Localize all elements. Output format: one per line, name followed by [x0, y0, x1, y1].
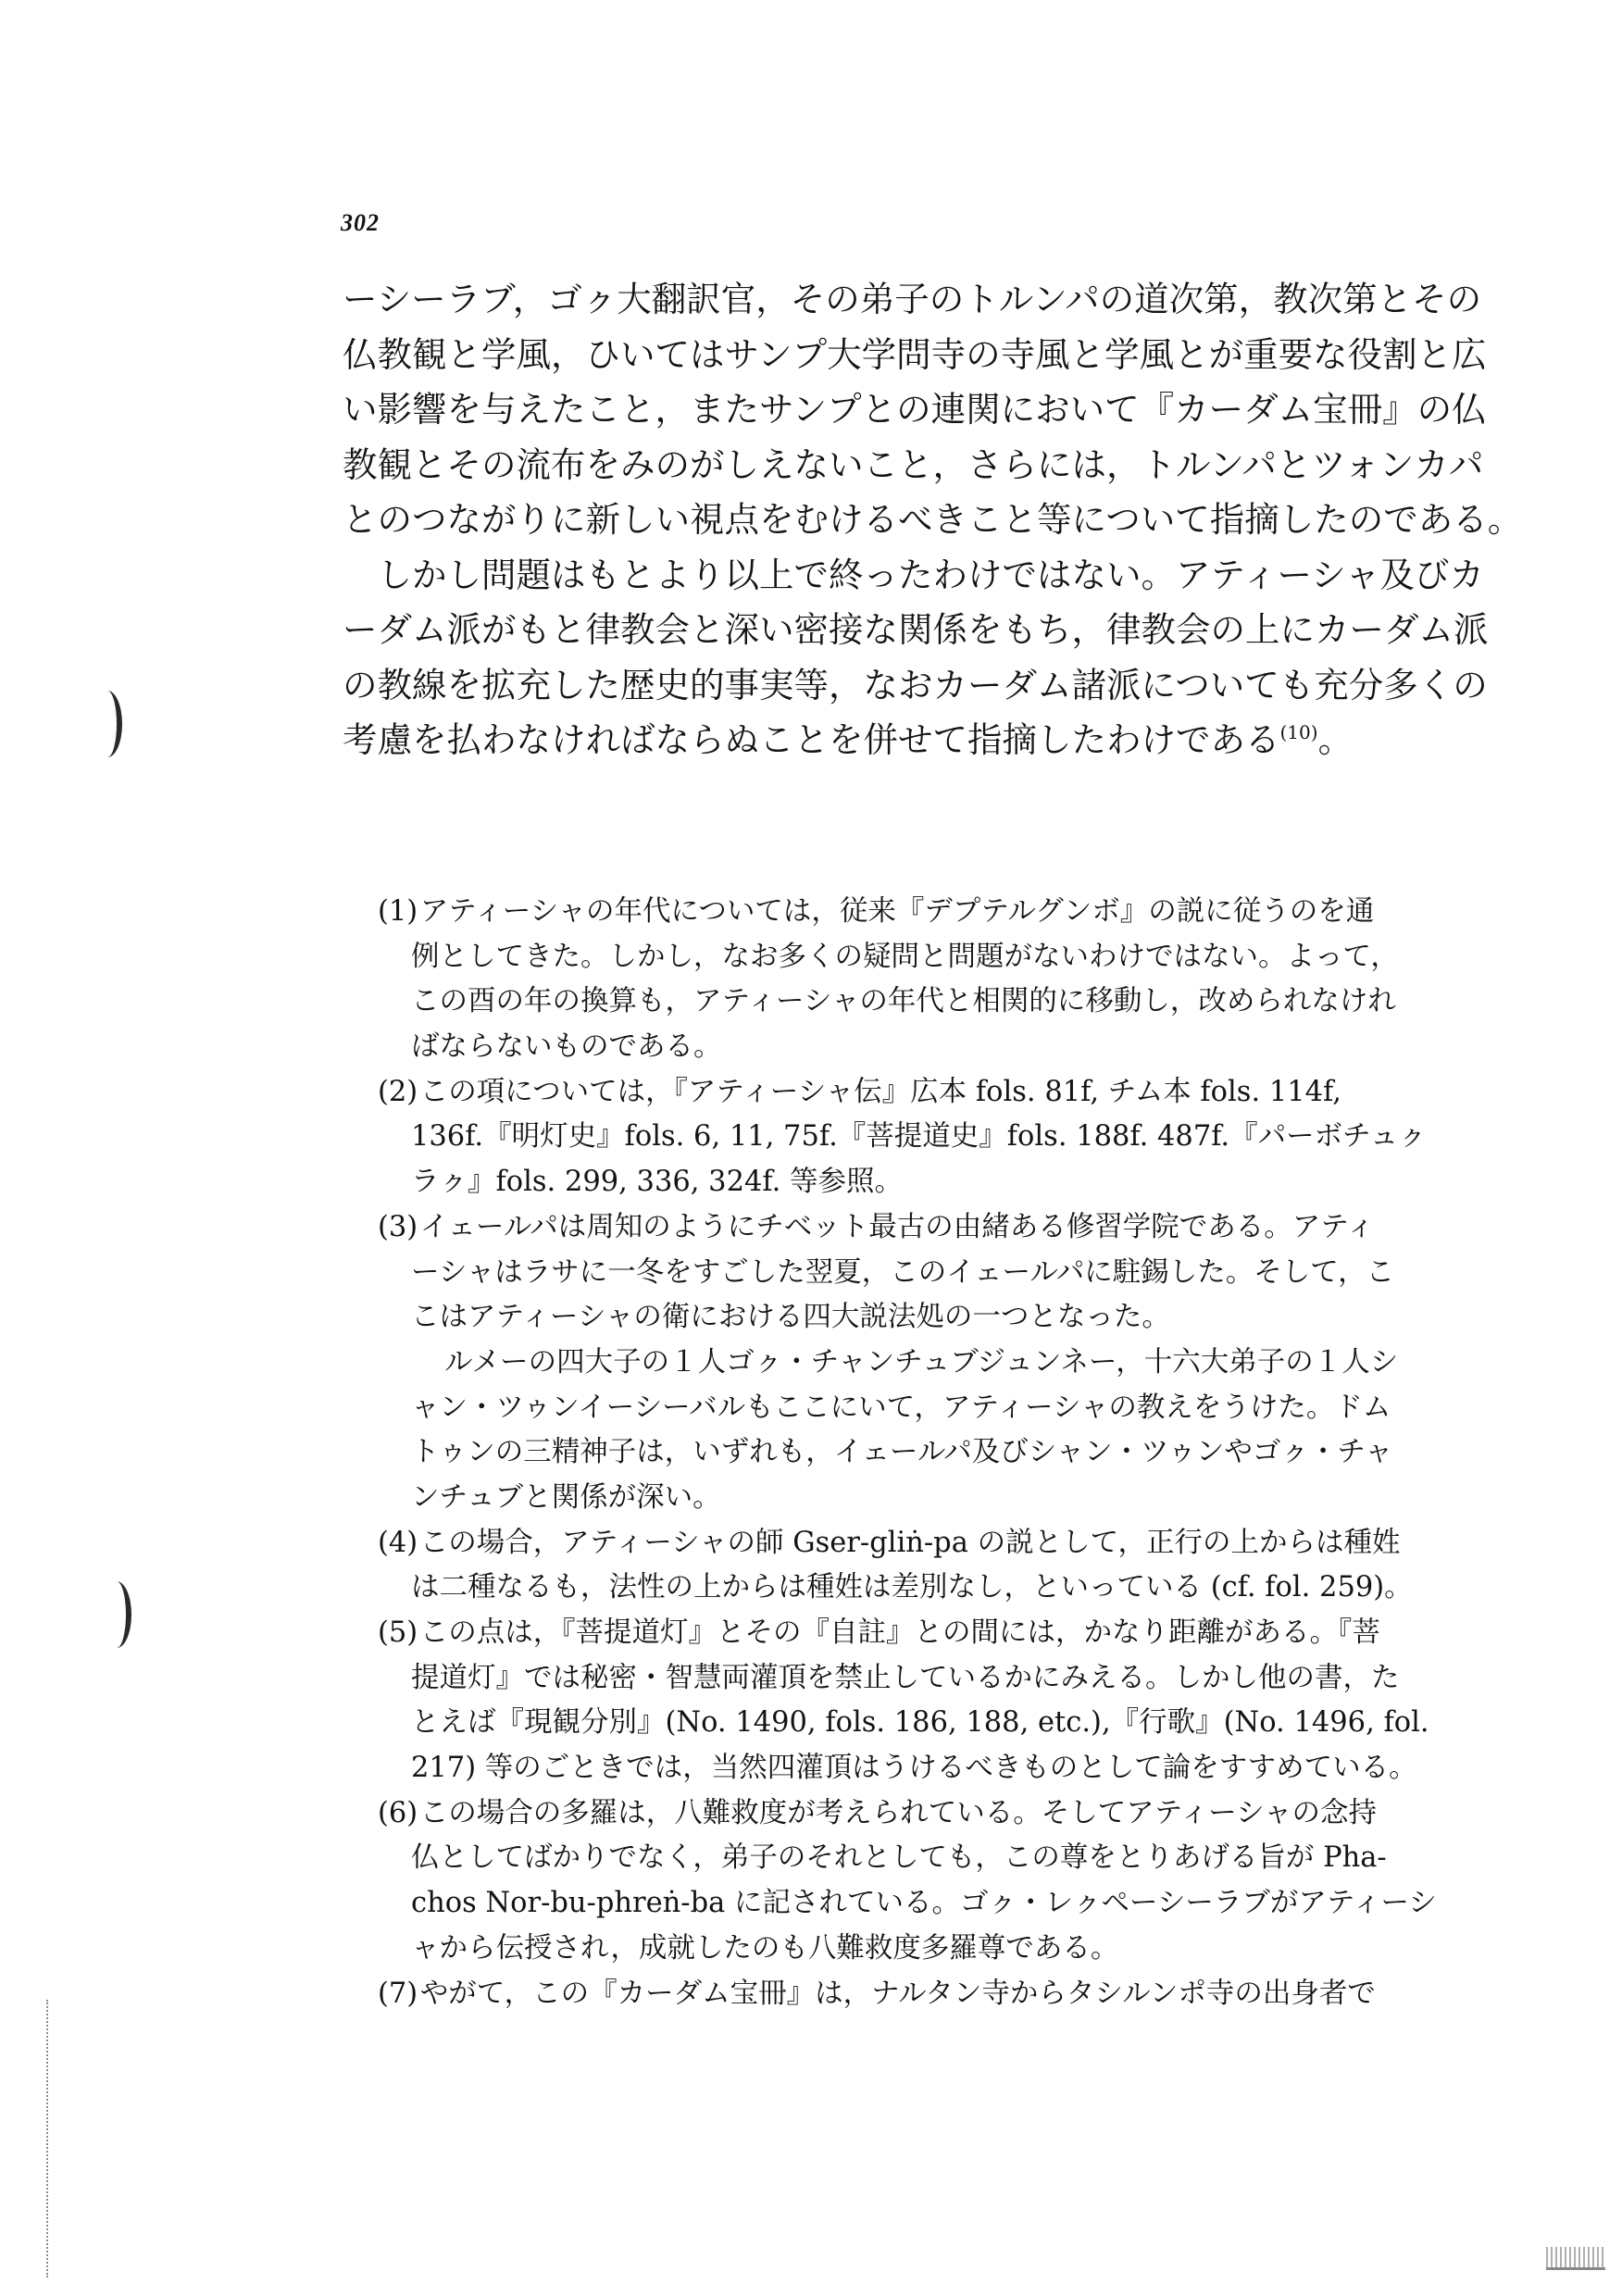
footnote-number: (3) [378, 1210, 418, 1243]
footnote-2-first-line [378, 1070, 1470, 1116]
footnote-line: ャから伝授され，成就したのも八難救度多羅尊である。 [411, 1931, 1119, 1965]
footnote-number: (2) [378, 1075, 418, 1108]
footnote-line: ーシャはラサに一冬をすごした翌夏，このイェールパに駐錫した。そして，こ [411, 1255, 1395, 1289]
main-body-text [343, 272, 1523, 768]
footnote-3-first-line [378, 1205, 1470, 1251]
footnote-6-first-line [378, 1791, 1470, 1837]
body-line: い影響を与えたこと，またサンプとの連関において『カーダム宝冊』の仏 [343, 389, 1487, 430]
footnote-text: イェールパは周知のようにチベット最古の由緒ある修習学院である。アティ [419, 1210, 1375, 1243]
body-line: の教線を拡充した歴史的事実等，なおカーダム諸派についても充分多くの [343, 664, 1488, 705]
body-line: ーダム派がもと律教会と深い密接な関係をもち，律教会の上にカーダム派 [343, 609, 1489, 650]
footnote-line: とえば『現観分別』(No. 1490, fols. 186, 188, etc.),『行歌』(No. 1496, fol. [411, 1706, 1429, 1740]
footnote-text: アティーシャの年代については，従来『デプテルグンボ』の説に従うのを通 [419, 895, 1375, 928]
footnote-line: トゥンの三精神子は，いずれも，イェールパ及びシャン・ツゥンやゴㇰ・チャ [411, 1436, 1393, 1469]
footnote-line: ンチュブと関係が深い。 [411, 1480, 721, 1514]
body-line: とのつながりに新しい視点をむけるべきこと等について指摘したのである。 [343, 499, 1523, 540]
body-line: ーシーラブ，ゴㇰ大翻訳官，その弟子のトルンパの道次第，教次第とその [343, 279, 1482, 319]
binding-mark [93, 691, 122, 757]
binding-mark [102, 1581, 131, 1648]
footnote-line: は二種なるも，法性の上からは種姓は差別なし，といっている (cf. fol. 259)。 [411, 1571, 1413, 1604]
body-line: 教観とその流布をみのがしえないこと，さらには，トルンパとツォンカパ [343, 443, 1484, 485]
footnote-line: こはアティーシャの衛における四大説法処の一つとなった。 [411, 1301, 1170, 1334]
footnote-line: この酉の年の換算も，アティーシャの年代と相関的に移動し，改められなけれ [411, 985, 1396, 1018]
footnote-line: 136f.『明灯史』fols. 6, 11, 75f.『菩提道史』fols. 188f. 487f.『パーボチュㇰ [411, 1120, 1427, 1154]
footnote-1-first-line [378, 890, 1470, 935]
footnote-number: (5) [378, 1616, 418, 1649]
body-line-end: 。 [1317, 719, 1354, 760]
footnote-7-first-line [378, 1972, 1470, 2017]
body-line-text: 考慮を払わなければならぬことを併せて指摘したわけである [343, 719, 1280, 760]
footnote-4-first-line [378, 1521, 1470, 1566]
footnote-text: この場合の多羅は，八難救度が考えられている。そしてアティーシャの念持 [419, 1796, 1378, 1829]
footnote-text: この項については，『アティーシャ伝』広本 fols. 81f, チム本 fols. 114f, [419, 1075, 1341, 1108]
footnote-reference: (10) [1279, 721, 1318, 743]
footnote-line: 217) 等のごときでは，当然四灌頂はうけるべきものとして論をすすめている。 [411, 1752, 1417, 1785]
footnote-line: ラㇰ』fols. 299, 336, 324f. 等参照。 [411, 1166, 903, 1199]
footnotes-section [378, 890, 1470, 2016]
footnote-line: ばならないものである。 [411, 1030, 722, 1064]
footnote-text: やがて，この『カーダム宝冊』は，ナルタン寺からタシルンポ寺の出身者で [419, 1977, 1376, 2010]
footnote-line: chos Nor-bu-phreṅ-ba に記されている。ゴㇰ・レㇰペーシーラブがアティーシ [411, 1887, 1437, 1920]
margin-scan-artifact [46, 2000, 54, 2277]
footnote-line: 例としてきた。しかし，なお多くの疑問と問題がないわけではない。よって， [411, 940, 1399, 973]
body-line: 仏教観と学風，ひいてはサンプ大学問寺の寺風と学風とが重要な役割と広 [343, 333, 1487, 375]
footnote-text: この場合，アティーシャの師 Gser-gliṅ-pa の説として，正行の上からは種姓 [419, 1526, 1401, 1559]
footnote-number: (6) [378, 1796, 418, 1829]
footnote-number: (7) [378, 1977, 418, 2010]
footnote-number: (4) [378, 1526, 418, 1559]
footnote-text: この点は，『菩提道灯』とその『自註』との間には，かなり距離がある。『菩 [419, 1616, 1380, 1649]
corner-scan-artifact [1546, 2247, 1605, 2270]
footnote-5-first-line [378, 1611, 1470, 1656]
footnote-number: (1) [378, 895, 418, 928]
page-number: 302 [341, 209, 380, 236]
body-line-last [343, 713, 1467, 768]
body-line: しかし問題はもとより以上で終ったわけではない。アティーシャ及びカ [343, 554, 1484, 595]
footnote-line: 提道灯』では秘密・智慧両灌頂を禁止しているかにみえる。しかし他の書，た [411, 1661, 1400, 1694]
footnote-line: 仏としてばかりでなく，弟子のそれとしても，この尊をとりあげる旨が Pha- [411, 1841, 1387, 1875]
footnote-paragraph-line: ルメーの四大子の１人ゴㇰ・チャンチュブジュンネー，十六大弟子の１人シ [444, 1345, 1399, 1379]
footnote-line: ャン・ツゥンイーシーバルもここにいて，アティーシャの教えをうけた。ドム [411, 1391, 1391, 1424]
